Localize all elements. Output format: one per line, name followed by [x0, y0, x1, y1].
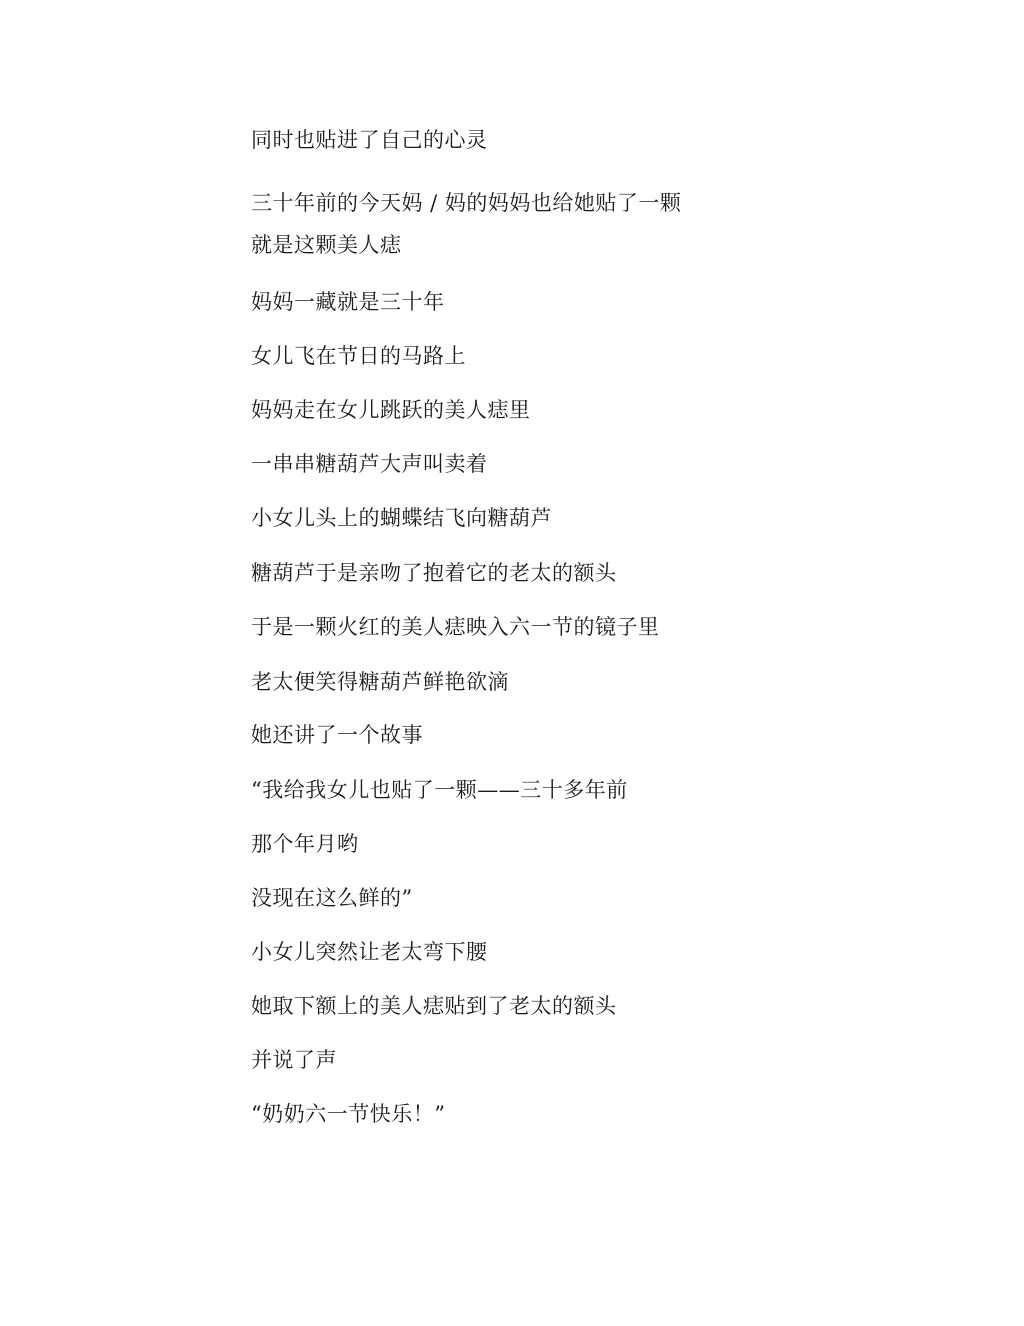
poem-line: 三十年前的今天妈 / 妈的妈妈也给她贴了一颗 — [251, 191, 682, 215]
poem-line: 并说了声 — [251, 1048, 337, 1072]
poem-line: 妈妈一藏就是三十年 — [251, 290, 445, 314]
poem-line: 她还讲了一个故事 — [251, 723, 423, 747]
poem-line: 小女儿头上的蝴蝶结飞向糖葫芦 — [251, 506, 552, 530]
poem-line: 小女儿突然让老太弯下腰 — [251, 940, 488, 964]
poem-line: 那个年月哟 — [251, 832, 359, 856]
poem-line: 女儿飞在节日的马路上 — [251, 344, 466, 368]
poem-line: 于是一颗火红的美人痣映入六一节的镜子里 — [251, 615, 660, 639]
poem-line: 妈妈走在女儿跳跃的美人痣里 — [251, 398, 531, 422]
poem-line: “奶奶六一节快乐！” — [251, 1102, 446, 1126]
poem-line: “我给我女儿也贴了一颗——三十多年前 — [251, 778, 628, 802]
poem-line: 没现在这么鲜的” — [251, 886, 413, 910]
poem-line: 她取下额上的美人痣贴到了老太的额头 — [251, 994, 617, 1018]
poem-line: 一串串糖葫芦大声叫卖着 — [251, 452, 488, 476]
poem-line: 糖葫芦于是亲吻了抱着它的老太的额头 — [251, 561, 617, 585]
poem-line: 就是这颗美人痣 — [251, 233, 402, 257]
poem-line: 老太便笑得糖葫芦鲜艳欲滴 — [251, 670, 509, 694]
poem-line: 同时也贴进了自己的心灵 — [251, 128, 488, 152]
